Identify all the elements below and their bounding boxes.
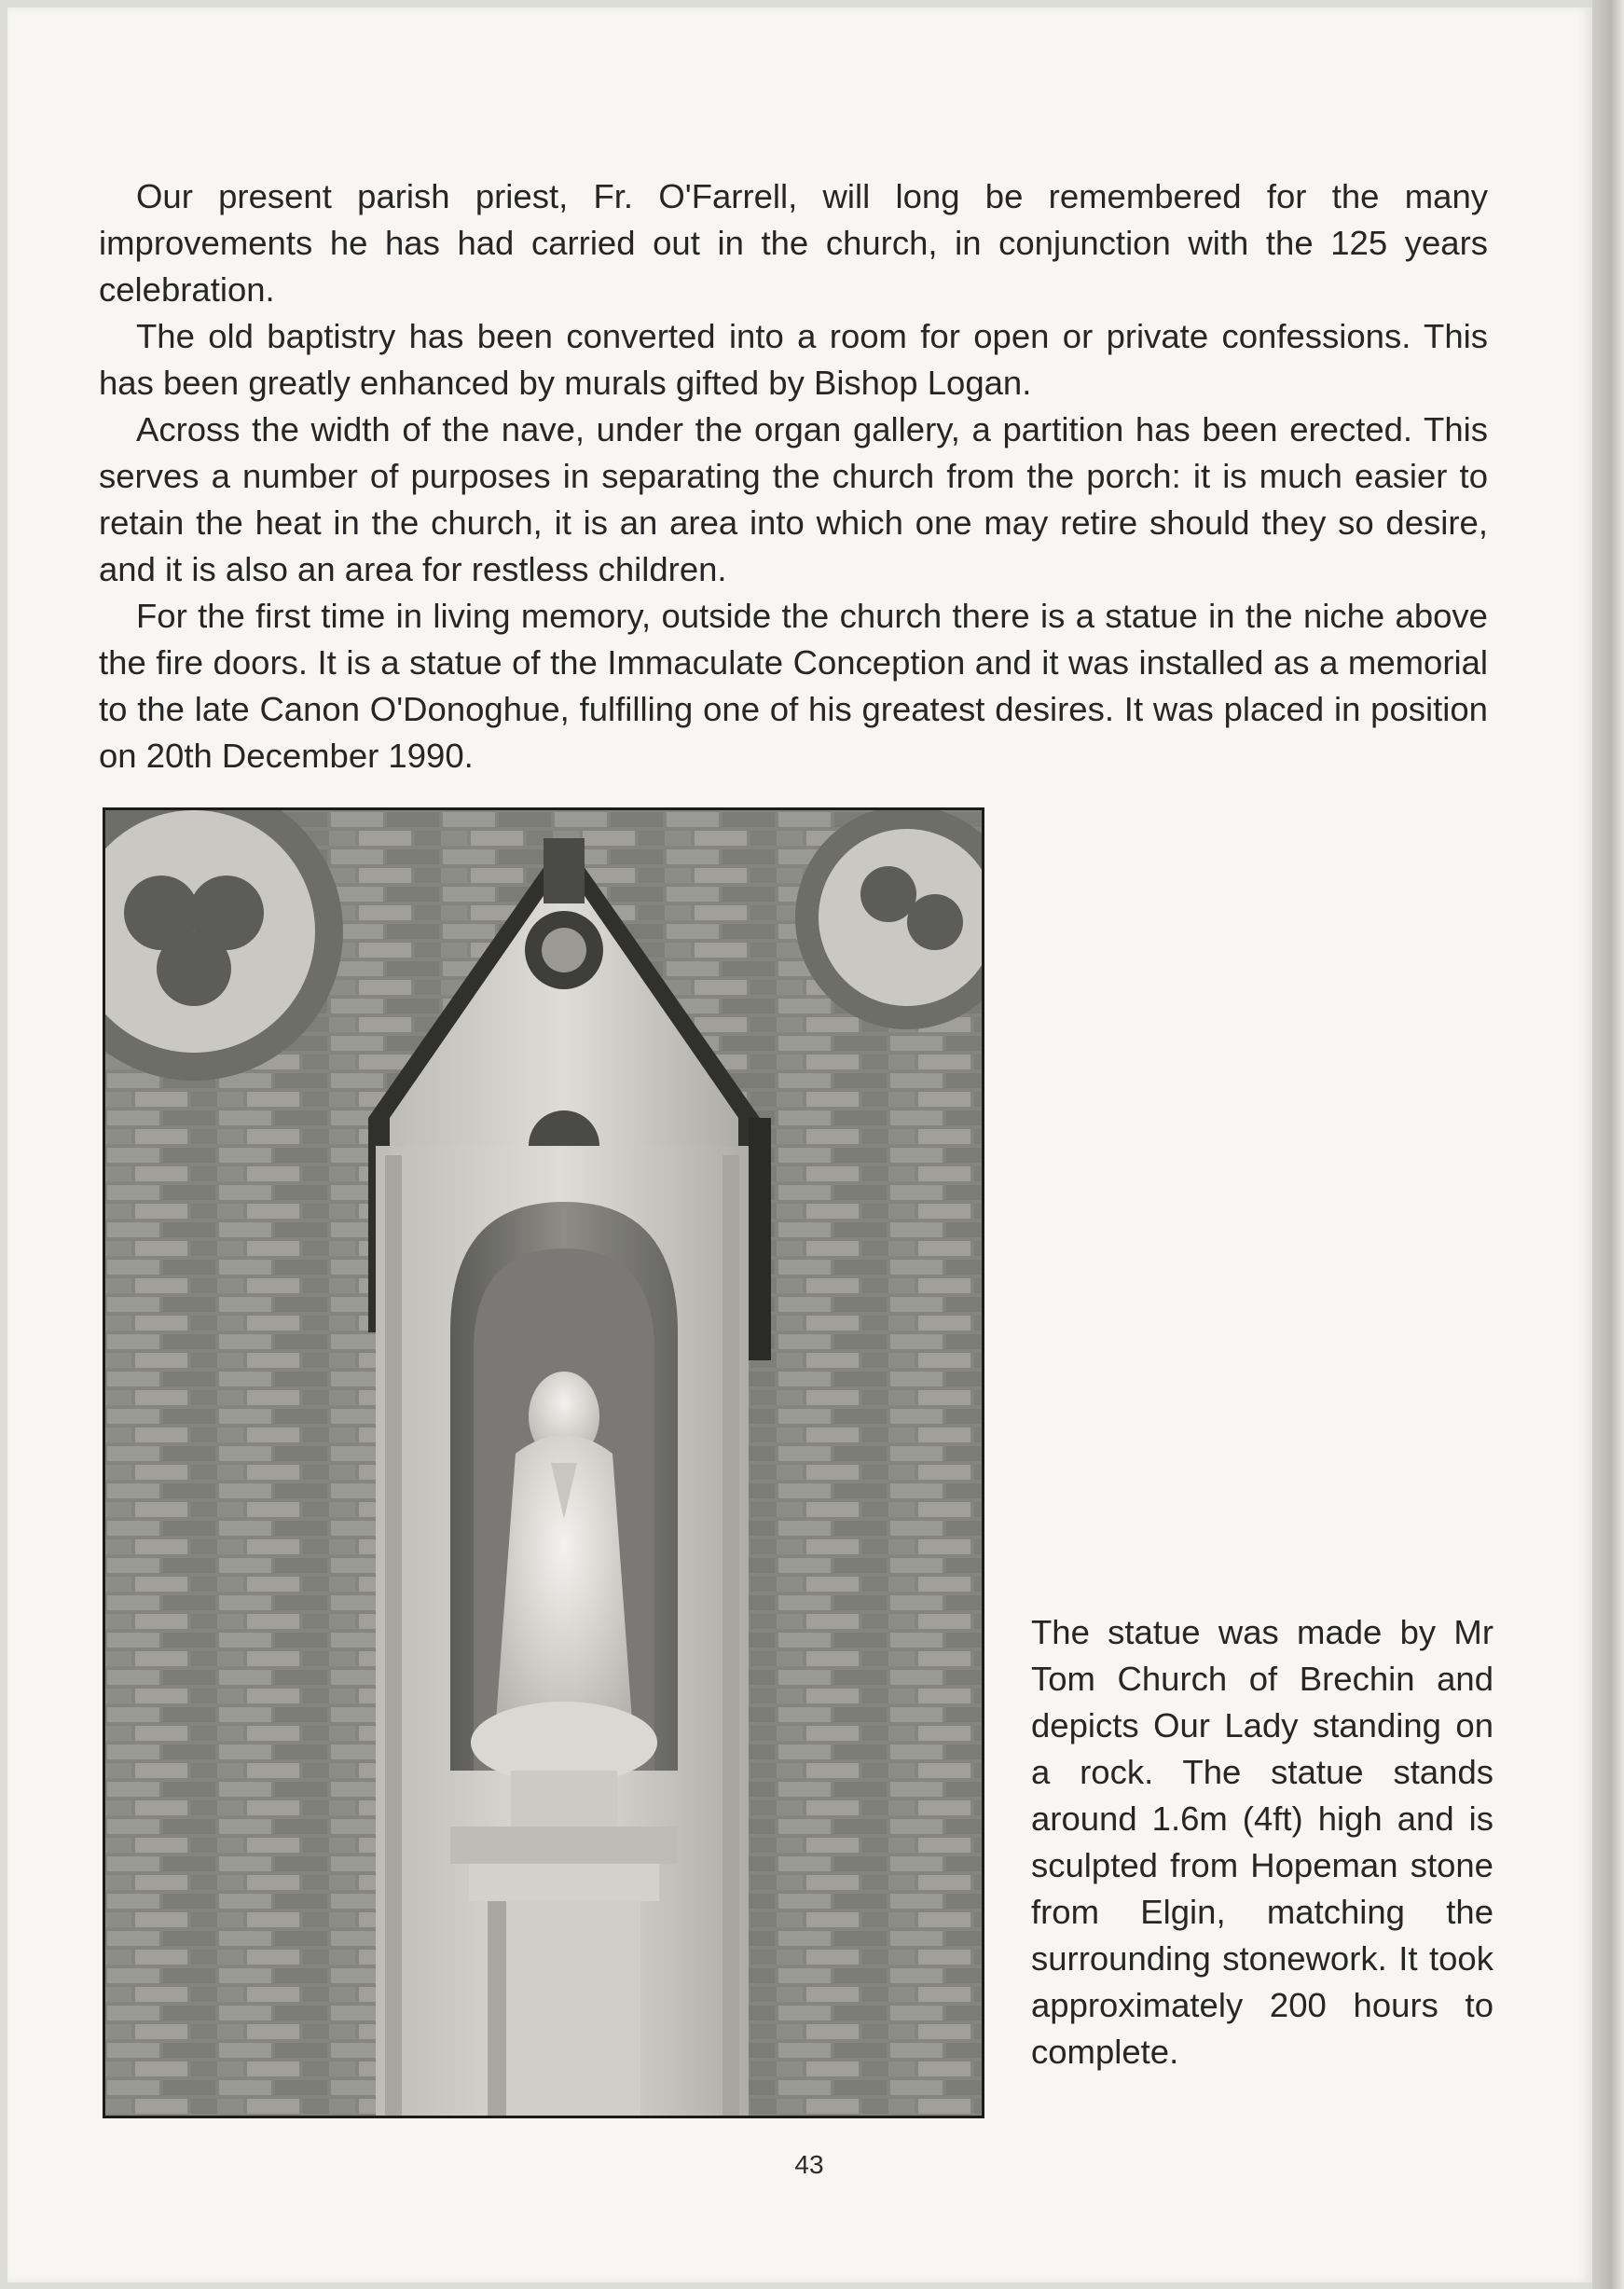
paragraph: For the first time in living memory, outside the church there is a statue in the niche above the fire doors. It is a statue of the Immaculate Conception and it was installed as a memorial to the late Canon O'Donoghue, fulfilling one of his greatest desires. It was placed in position on 20th December 1990. <box>99 597 1488 775</box>
page-number: 43 <box>794 2150 824 2179</box>
paragraph: Our present parish priest, Fr. O'Farrell, will long be remembered for the many improvements he has had carried out in the church, in conjunction with the 125 years celebration. <box>99 177 1488 309</box>
caption-text: The statue was made by Mr Tom Church of Brechin and depicts Our Lady standing on a rock. The statue stands around 1.6m (4ft) high and is sculpted from Hopeman stone from Elgin, matching the surrounding stonework. It took approximately 200 hours to complete. <box>1031 1613 1493 2071</box>
statue-photograph <box>103 807 984 2118</box>
page-edge <box>1592 0 1624 2289</box>
paragraph: The old baptistry has been converted into a room for open or private confessions. This has been greatly enhanced by murals gifted by Bishop Logan. <box>99 317 1488 402</box>
statue-photo-image <box>105 810 982 2116</box>
document-page <box>7 7 1592 2282</box>
photo-caption <box>1031 1609 1493 2075</box>
body-text <box>99 173 1488 779</box>
paragraph: Across the width of the nave, under the organ gallery, a partition has been erected. This serves a number of purposes in separating the church from the porch: it is much easier to retain the heat in the church, it is an area into which one may retire should they so desire, and it is also an area for restless children. <box>99 410 1488 588</box>
